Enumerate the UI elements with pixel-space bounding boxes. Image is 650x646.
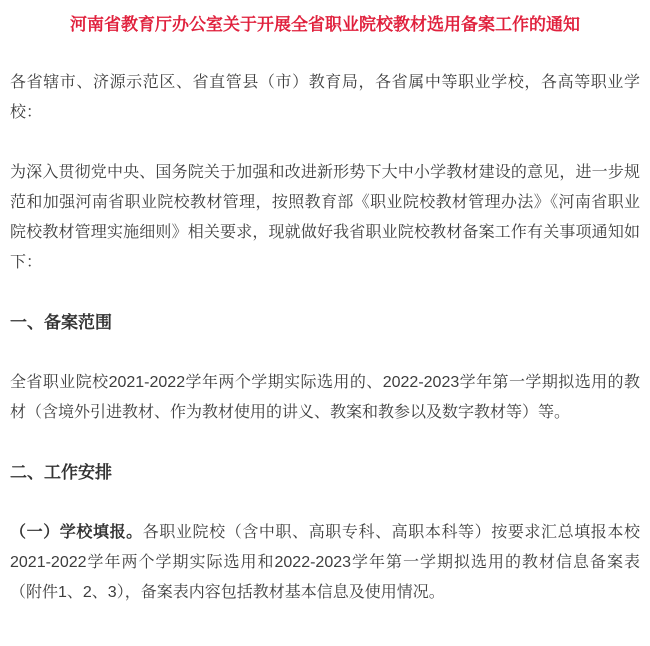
- section-2-item-1: [10, 518, 640, 608]
- section-1-heading: 一、备案范围: [10, 313, 112, 332]
- section-1-body: 全省职业院校2021-2022学年两个学期实际选用的、2022-2023学年第一学期拟选用的教材（含境外引进教材、作为教材使用的讲义、教案和教参以及数字教材等）等。: [10, 374, 640, 421]
- notice-title: 河南省教育厅办公室关于开展全省职业院校教材选用备案工作的通知: [70, 15, 580, 34]
- section-2-item-1-text: 各职业院校（含中职、高职专科、高职本科等）按要求汇总填报本校2021-2022学年两个学期实际选用和2022-2023学年第一学期拟选用的教材信息备案表（附件1、2、3），备案表内容包括教材基本信息及使用情况。: [10, 524, 640, 601]
- salutation-paragraph: 各省辖市、济源示范区、省直管县（市）教育局，各省属中等职业学校，各高等职业学校：: [10, 74, 640, 121]
- section-2-item-1-label: （一）学校填报。: [10, 524, 143, 541]
- section-2-heading: 二、工作安排: [10, 463, 112, 482]
- intro-paragraph: 为深入贯彻党中央、国务院关于加强和改进新形势下大中小学教材建设的意见，进一步规范和加强河南省职业院校教材管理，按照教育部《职业院校教材管理办法》《河南省职业院校教材管理实施细则》相关要求，现就做好我省职业院校教材备案工作有关事项通知如下：: [10, 164, 640, 271]
